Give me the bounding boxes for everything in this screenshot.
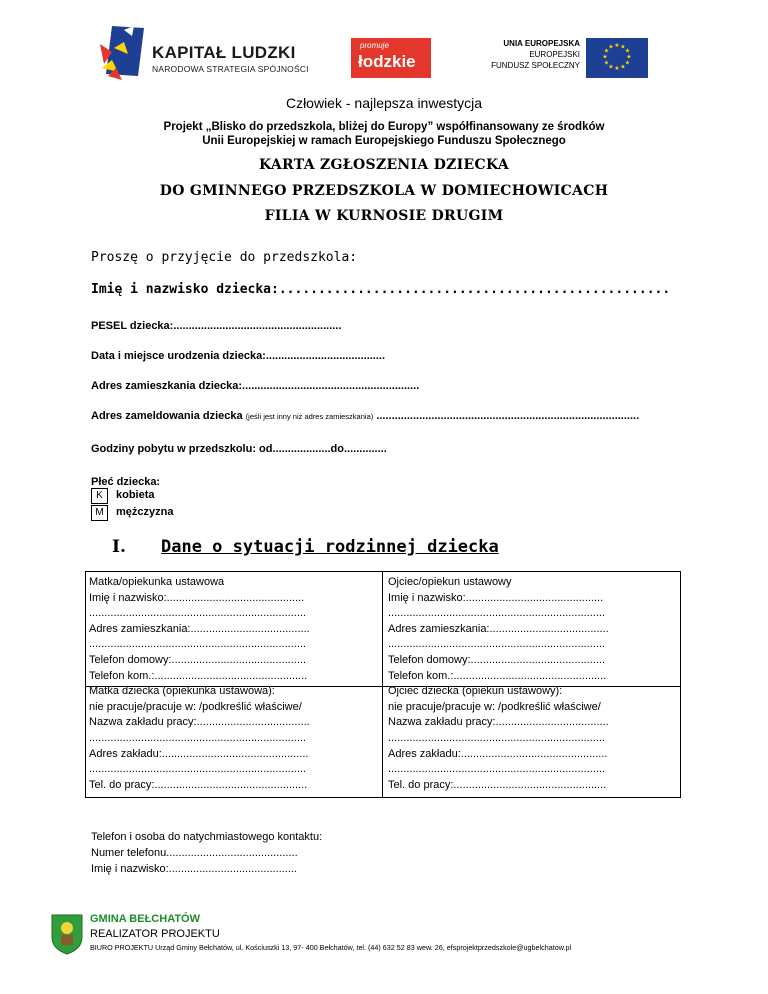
father-line[interactable]: Telefon kom.:.................................................. — [388, 669, 607, 682]
kapital-ludzki-title: KAPITAŁ LUDZKI — [152, 43, 296, 62]
father-line[interactable]: Tel. do pracy:.................................................. — [388, 778, 607, 791]
father-line[interactable]: ....................................................................... — [388, 607, 605, 620]
intro-text: Proszę o przyjęcie do przedszkola: — [91, 250, 358, 265]
contact-name-field[interactable]: Imię i nazwisko:.......................................... — [91, 863, 297, 875]
svg-text:★: ★ — [602, 53, 608, 61]
svg-text:★: ★ — [620, 43, 626, 51]
svg-text:★: ★ — [603, 47, 610, 55]
mother-line[interactable]: Adres zamieszkania:....................................... — [89, 622, 310, 635]
father-line: Ojciec dziecka (opiekun ustawowy): — [388, 685, 563, 698]
registered-note: (jeśli jest inny niż adres zamieszkania) — [245, 412, 374, 421]
gmina-coat-of-arms-icon — [50, 913, 84, 955]
mother-line[interactable]: ....................................................................... — [89, 763, 306, 776]
gmina-name: GMINA BEŁCHATÓW — [90, 913, 200, 925]
sex-k-checkbox[interactable]: K — [91, 488, 108, 504]
father-line[interactable]: nie pracuje/pracuje w: /podkreślić właściwe/ — [388, 700, 601, 713]
svg-text:★: ★ — [624, 59, 631, 67]
mother-line[interactable]: ....................................................................... — [89, 731, 306, 744]
eu-text-line1: UNIA EUROPEJSKA — [503, 39, 580, 48]
registered-address-field[interactable] — [91, 410, 639, 422]
mother-line[interactable]: ....................................................................... — [89, 607, 306, 620]
address-field[interactable]: Adres zamieszkania dziecka:.......................................................... — [91, 380, 420, 392]
sex-label: Płeć dziecka: — [91, 476, 161, 488]
father-line[interactable]: Adres zamieszkania:....................................... — [388, 622, 609, 635]
sex-m-checkbox[interactable]: M — [91, 505, 108, 521]
mother-line[interactable]: Nazwa zakładu pracy:..................................... — [89, 716, 310, 729]
svg-text:★: ★ — [603, 59, 610, 67]
mother-line: Matka/opiekunka ustawowa — [89, 576, 225, 588]
slogan: Człowiek - najlepsza inwestycja — [285, 95, 483, 111]
table-divider — [382, 571, 383, 798]
mother-line[interactable]: Imię i nazwisko:............................................. — [89, 591, 305, 604]
emergency-contact — [91, 829, 322, 877]
father-line[interactable]: ....................................................................... — [388, 763, 605, 776]
mother-line: Matka dziecka (opiekunka ustawowa): — [89, 685, 275, 698]
mother-line[interactable]: ....................................................................... — [89, 638, 306, 651]
eu-flag-icon — [586, 38, 648, 78]
father-line[interactable]: ....................................................................... — [388, 638, 605, 651]
mother-line[interactable]: Telefon kom.:.................................................. — [89, 669, 308, 682]
father-line[interactable]: Imię i nazwisko:............................................. — [388, 591, 604, 604]
svg-text:★: ★ — [624, 47, 631, 55]
svg-text:★: ★ — [614, 42, 620, 49]
mother-line[interactable]: Telefon domowy:............................................ — [89, 653, 307, 666]
child-name-field[interactable]: Imię i nazwisko dziecka:.................................................. — [91, 282, 671, 297]
father-line[interactable]: Adres zakładu:................................................ — [388, 747, 608, 760]
contact-phone-field[interactable]: Numer telefonu........................................... — [91, 847, 298, 859]
eu-text-line2: EUROPEJSKI — [529, 50, 580, 59]
hours-field[interactable]: Godziny pobytu w przedszkolu: od...................do.............. — [91, 443, 387, 455]
registered-label: Adres zameldowania dziecka — [91, 410, 243, 422]
project-line-1: Projekt „Blisko do przedszkola, bliżej do Europy” współfinansowany ze środków — [163, 121, 605, 133]
section-number: I. — [112, 537, 126, 557]
eu-text-line3: FUNDUSZ SPOŁECZNY — [491, 61, 580, 70]
eu-text — [480, 38, 580, 71]
lodzkie-name-text: łodzkie — [358, 52, 416, 71]
father-line[interactable]: Telefon domowy:............................................ — [388, 653, 606, 666]
contact-heading: Telefon i osoba do natychmiastowego kontaktu: — [91, 831, 323, 843]
svg-text:★: ★ — [608, 43, 614, 51]
form-title-line-2: DO GMINNEGO PRZEDSZKOLA W DOMIECHOWICACH — [159, 183, 609, 199]
father-line[interactable]: Nazwa zakładu pracy:..................................... — [388, 716, 609, 729]
svg-text:★: ★ — [620, 63, 626, 71]
sex-m-label: mężczyzna — [116, 506, 174, 518]
svg-text:★: ★ — [626, 53, 632, 61]
registered-dots: ...................................................................................... — [376, 410, 640, 422]
mother-line[interactable]: Adres zakładu:................................................ — [89, 747, 309, 760]
sex-k-label: kobieta — [116, 489, 155, 501]
mother-column — [89, 575, 379, 793]
father-line[interactable]: ....................................................................... — [388, 731, 605, 744]
svg-text:★: ★ — [614, 65, 620, 72]
form-title-line-3: FILIA W KURNOSIE DRUGIM — [264, 208, 504, 224]
project-line-2: Unii Europejskiej w ramach Europejskiego Funduszu Społecznego — [202, 135, 566, 147]
lodzkie-promuje-text: promuje — [360, 41, 389, 50]
svg-text:★: ★ — [608, 63, 614, 71]
mother-line[interactable]: nie pracuje/pracuje w: /podkreślić właściwe/ — [89, 700, 302, 713]
form-title-line-1: KARTA ZGŁOSZENIA DZIECKA — [258, 157, 510, 173]
realizator-text: REALIZATOR PROJEKTU — [90, 928, 220, 940]
pesel-field[interactable]: PESEL dziecka:....................................................... — [91, 320, 342, 332]
project-office-info: BIURO PROJEKTU Urząd Gminy Bełchatów, ul. Kościuszki 13, 97- 400 Bełchatów, tel. (44) 632 52 83 wew. 26, efsprojektprzedszkole@ugbelchatow.pl — [90, 943, 572, 952]
father-line: Ojciec/opiekun ustawowy — [388, 576, 512, 588]
section-title: Dane o sytuacji rodzinnej dziecka — [161, 537, 499, 557]
mother-line[interactable]: Tel. do pracy:.................................................. — [89, 778, 308, 791]
birth-field[interactable]: Data i miejsce urodzenia dziecka:....................................... — [91, 350, 386, 362]
kapital-ludzki-emblem-icon — [98, 24, 148, 80]
father-column — [388, 575, 678, 793]
kapital-ludzki-subtitle: NARODOWA STRATEGIA SPÓJNOŚCI — [152, 64, 309, 74]
